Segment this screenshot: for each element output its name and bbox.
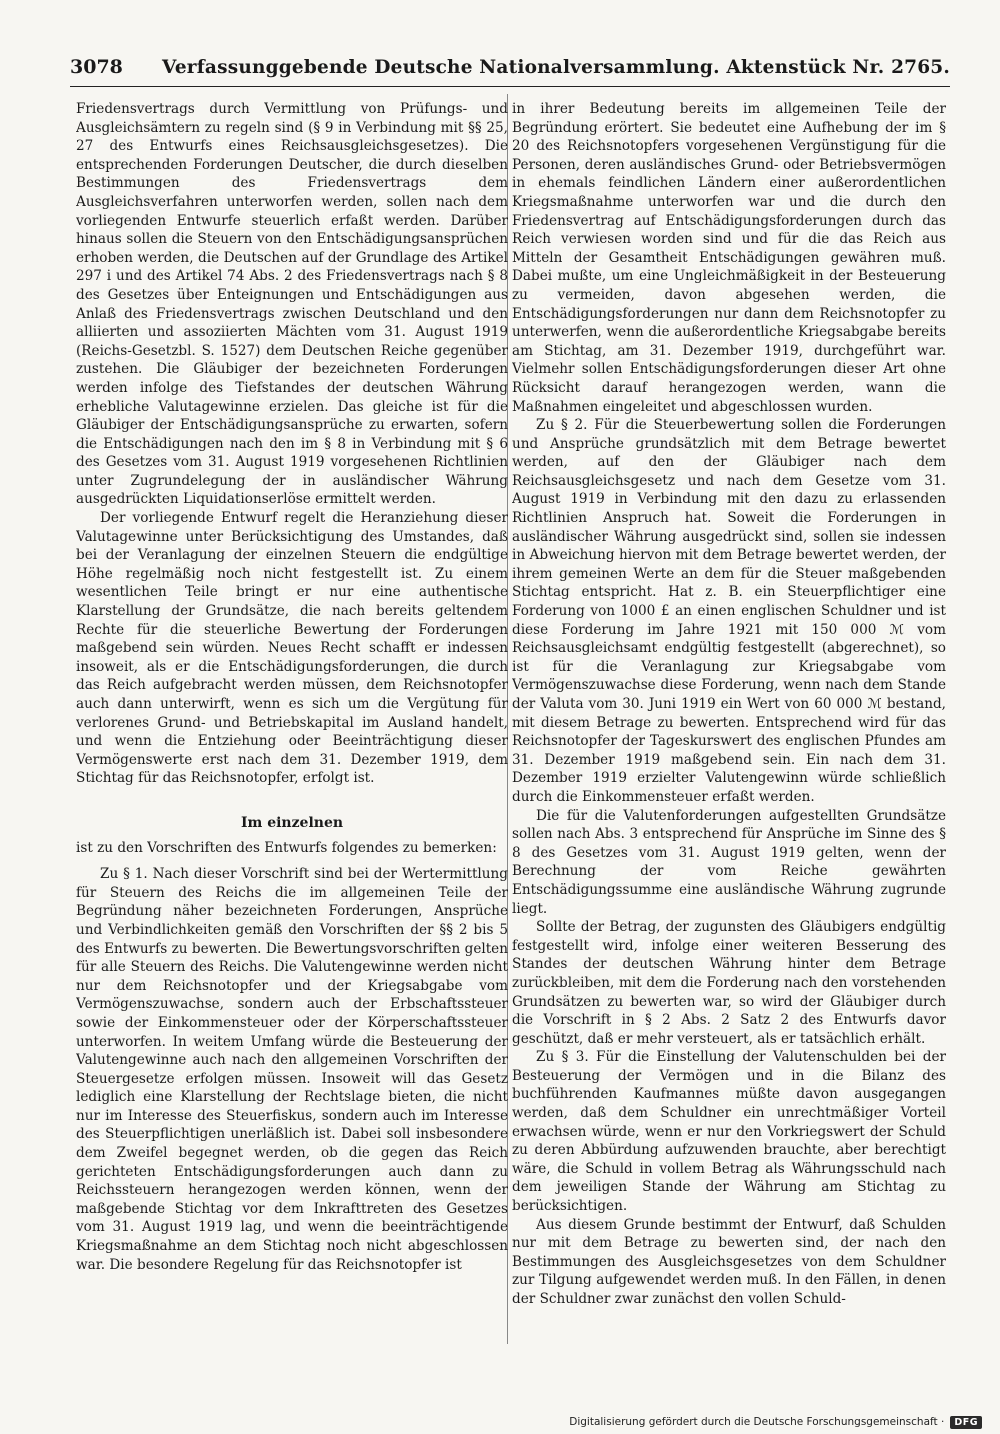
dfg-logo: DFG <box>950 1416 982 1429</box>
paragraph: Zu § 3. Für die Einstellung der Valutenschulden bei der Besteuerung der Vermögen und in die Bilanz des buchführenden Kaufmannes müßte davon ausgegangen werden, daß dem Schuldner ein unrechtmäßiger Vorteil erwachsen würde, wenn er nur den Vorkriegswert der Schuld zu deren Abbürdung aufzuwenden brauchte, aber berechtigt wäre, die Schuld in vollem Betrag als Währungsschuld nach dem jeweiligen Stande der Währung am Stichtag zu berücksichtigen. <box>512 1049 946 1215</box>
paragraph: Sollte der Betrag, der zugunsten des Gläubigers endgültig festgestellt wird, infolge einer weiteren Besserung des Standes der deutschen Währung hinter dem Betrage zurückbleiben, mit dem die Forderung nach den vorstehenden Grundsätzen zu bewerten war, so wird der Gläubiger durch die Vorschrift in § 2 Abs. 2 Satz 2 des Entwurfs davor geschützt, daß er mehr versteuert, als er tatsächlich erhält. <box>512 919 946 1047</box>
paragraph: Der vorliegende Entwurf regelt die Heranziehung dieser Valutagewinne unter Berücksichtigung des Umstandes, daß bei der Veranlagung der einzelnen Steuern die endgültige Höhe regelmäßig noch nicht festgestellt ist. Zu einem wesentlichen Teile bringt er nur eine authentische Klarstellung der Grundsätze, die nach bereits geltendem Rechte für die steuerliche Bewertung der Forderungen maßgebend sein würden. Neues Recht schafft er indessen insoweit, als er die Entschädigungsforderungen, die durch das Reich aufgebracht werden müssen, dem Reichsnotopfer auch dann unterwirft, wenn es sich um die Vergütung für verlorenes Grund- und Betriebskapital im Ausland handelt, und wenn die Entziehung oder Beeinträchtigung dieser Vermögenswerte erst nach dem 31. Dezember 1919, dem Stichtag für das Reichsnotopfer, erfolgt ist. <box>76 510 508 787</box>
paragraph: Friedensvertrags durch Vermittlung von Prüfungs- und Ausgleichsämtern zu regeln sind (§ 9 in Verbindung mit §§ 25, 27 des Entwurfs eines Reichsausgleichsgesetzes). Die entsprechenden Forderungen Deutscher, die durch dieselben Bestimmungen des Friedensvertrags dem Ausgleichsverfahren unterworfen werden, sollen nach dem vorliegenden Entwurfe steuerlich erfaßt werden. Darüber hinaus sollen die Steuern von den Entschädigungsansprüchen erhoben werden, die Deutschen auf der Grundlage des Artikel 297 i und des Artikel 74 Abs. 2 des Friedensvertrags nach § 8 des Gesetzes über Enteignungen und Entschädigungen aus Anlaß des Friedensvertrags zwischen Deutschland und den alliierten und assoziierten Mächten vom 31. August 1919 (Reichs-Gesetzbl. S. 1527) dem Deutschen Reiche gegenüber zustehen. Die Gläubiger der bezeichneten Forderungen werden infolge des Tiefstandes der deutschen Währung erhebliche Valutagewinne erzielen. Das gleiche ist für die Gläubiger der Entschädigungsansprüche zu erwarten, sofern die Entschädigungen nach den im § 8 in Verbindung mit § 6 des Gesetzes vom 31. August 1919 vorgesehenen Richtlinien unter Zugrundelegung der in ausländischer Währung ausgedrückten Liquidationserlöse ermittelt werden. <box>76 101 508 508</box>
header-rule <box>70 86 950 87</box>
paragraph: in ihrer Bedeutung bereits im allgemeinen Teile der Begründung erörtert. Sie bedeutet eine Aufhebung der im § 20 des Reichsnotopfers vorgesehenen Vergünstigung für die Personen, deren ausländisches Grund- oder Betriebsvermögen in ehemals feindlichen Ländern einer außerordentlichen Kriegsmaßnahme unterworfen war und die durch den Friedensvertrag auf Entschädigungsforderungen durch das Reich verwiesen worden sind und für die das Reich aus Mitteln der Gesamtheit Entschädigungen gewähren muß. Dabei mußte, um eine Ungleichmäßigkeit in der Besteuerung zu vermeiden, davon abgesehen werden, die Entschädigungsforderungen nur dann dem Reichsnotopfer zu unterwerfen, wenn die außerordentliche Kriegsabgabe bereits am Stichtag, am 31. Dezember 1919, durchgeführt war. Vielmehr sollen Entschädigungsforderungen dieser Art ohne Rücksicht darauf herangezogen werden, wann die Maßnahmen eingeleitet und abgeschlossen wurden. <box>512 101 946 415</box>
page-header <box>70 56 950 84</box>
page-number: 3078 <box>70 56 123 78</box>
left-column <box>76 100 508 1355</box>
right-column <box>512 100 946 1355</box>
footer <box>569 1414 982 1430</box>
paragraph-gap <box>76 857 508 865</box>
footer-credit: Digitalisierung gefördert durch die Deutsche Forschungsgemeinschaft · <box>569 1416 945 1428</box>
paragraph: Die für die Valutenforderungen aufgestellten Grundsätze sollen nach Abs. 3 entsprechend für Ansprüche im Sinne des § 8 des Gesetzes vom 31. August 1919 gelten, wenn der Berechnung der vom Reiche gewährten Entschädigungssumme eine ausländische Währung zugrunde liegt. <box>512 807 946 917</box>
paragraph: Aus diesem Grunde bestimmt der Entwurf, daß Schulden nur mit dem Betrage zu bewerten sind, der nach den Bestimmungen des Ausgleichsgesetzes von dem Schuldner zur Tilgung aufgewendet werden muß. In den Fällen, in denen der Schuldner zwar zunächst den vollen Schuld- <box>512 1216 946 1307</box>
paragraph: Zu § 1. Nach dieser Vorschrift sind bei der Wertermittlung für Steuern des Reichs die im allgemeinen Teile der Begründung näher bezeichneten Forderungen, Ansprüche und Verbindlichkeiten gemäß den Vorschriften der §§ 2 bis 5 des Entwurfs zu bewerten. Die Bewertungsvorschriften gelten für alle Steuern des Reichs. Die Valutengewinne werden nicht nur dem Reichsnotopfer und der Kriegsabgabe vom Vermögenszuwachse, sondern auch der Erbschaftssteuer sowie der Einkommensteuer oder der Körperschaftssteuer unterworfen. In weitem Umfang würde die Besteuerung der Valutengewinne auch nach den allgemeinen Vorschriften der Steuergesetze erfolgen müssen. Insoweit will das Gesetz lediglich eine Klarstellung der Rechtslage bieten, die nicht nur im Interesse des Steuerfiskus, sondern auch im Interesse des Steuerpflichtigen unerläßlich ist. Dabei soll insbesondere dem Zweifel begegnet werden, ob die gegen das Reich gerichteten Entschädigungsforderungen auch dann zu Reichssteuern herangezogen werden können, wenn der maßgebende Stichtag vor dem Inkrafttreten des Gesetzes vom 31. August 1919 lag, und wenn die beeinträchtigende Kriegsmaßnahme an dem Stichtag noch nicht abgeschlossen war. Die besondere Regelung für das Reichsnotopfer ist <box>76 866 508 1273</box>
paragraph: Zu § 2. Für die Steuerbewertung sollen die Forderungen und Ansprüche grundsätzlich mit dem Betrage bewertet werden, auf den der Gläubiger nach dem Reichsausgleichsgesetz und nach dem Gesetze vom 31. August 1919 in Verbindung mit den dazu zu erlassenden Richtlinien Anspruch hat. Soweit die Forderungen in ausländischer Währung ausgedrückt sind, sollen sie indessen in Abweichung hiervon mit dem Betrage bewertet werden, der ihrem gemeinen Werte an dem für die Steuer maßgebenden Stichtag entspricht. Hat z. B. ein Steuerpflichtiger eine Forderung von 1000 £ an einen englischen Schuldner und ist diese Forderung im Jahre 1921 mit 150 000 ℳ vom Reichsausgleichsamt endgültig festgestellt (abgerechnet), so ist für die Veranlagung zur Kriegsabgabe vom Vermögenszuwachse diese Forderung, wenn nach dem Stande der Valuta vom 30. Juni 1919 ein Wert von 60 000 ℳ bestand, mit diesem Betrage zu bewerten. Entsprechend wird für das Reichsnotopfer der Tageskurswert des englischen Pfundes am 31. Dezember 1919 maßgebend sein. Ein nach dem 31. Dezember 1919 erzielter Valutengewinn würde schließlich durch die Einkommensteuer erfaßt werden. <box>512 417 946 805</box>
section-heading: Im einzelnen <box>240 814 344 831</box>
paragraph: ist zu den Vorschriften des Entwurfs folgendes zu bemerken: <box>76 839 497 856</box>
page-running-title: Verfassunggebende Deutsche Nationalversammlung. Aktenstück Nr. 2765. <box>161 57 950 78</box>
